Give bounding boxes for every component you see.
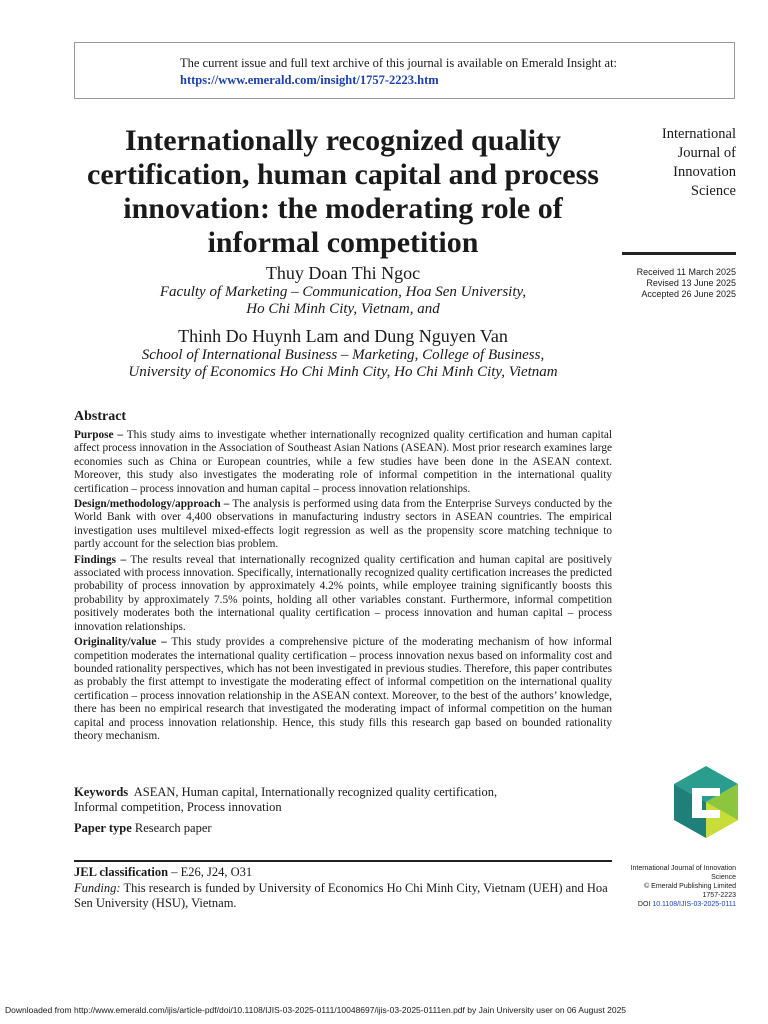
abstract-heading: Abstract bbox=[74, 409, 127, 424]
doi-link[interactable]: 10.1108/IJIS-03-2025-0111 bbox=[652, 901, 736, 908]
keywords-line-2: Informal competition, Process innovation bbox=[74, 800, 282, 814]
publisher-copyright: © Emerald Publishing Limited bbox=[644, 883, 736, 890]
purpose-label: Purpose – bbox=[74, 429, 124, 441]
archive-notice bbox=[180, 55, 617, 89]
author-1-affiliation-line-2: Ho Chi Minh City, Vietnam, and bbox=[246, 301, 440, 317]
publication-info bbox=[600, 864, 736, 909]
publication-journal-line-2: Science bbox=[711, 874, 736, 881]
findings-text: The results reveal that internationally recognized quality certification and human capital are positively associated with process innovation. Specifically, internationally recognized quality certification increases the predicted probability of process innovation by approximately 4.2% points, while employee training significantly boosts this probability by approximately 7.5% points, holding all other variables constant. Furthermore, informal competition positively moderates both the international quality certification – process innovation and human capital – process innovation relationships. bbox=[74, 553, 613, 633]
design-text: The analysis is performed using data from the Enterprise Surveys conducted by the World Bank with over 4,400 observations in manufacturing industry sectors in ASEAN countries. The empirical investigation uses multilevel mixed-effects logit regression as well as the propensity score matching technique to partly account for the selection bias problem. bbox=[74, 498, 612, 551]
journal-archive-link[interactable]: https://www.emerald.com/insight/1757-2223.htm bbox=[180, 73, 439, 87]
download-footer: Downloaded from http://www.emerald.com/ijis/article-pdf/doi/10.1108/IJIS-03-2025-0111/10048697/ijis-03-2025-0111en.pdf by Jain University user on 06 August 2025 bbox=[5, 1005, 627, 1015]
abstract-originality bbox=[74, 636, 612, 743]
purpose-text: This study aims to investigate whether internationally recognized quality certification and human capital affect process innovation in the Association of Southeast Asian Nations (ASEAN). Most prior research examines large economies such as China or European countries, while a few studies have been done in the ASEAN context. Moreover, this study also investigates the moderating role of informal competition in the international quality certification – process innovation and human capital – process innovation relationships. bbox=[74, 429, 612, 495]
publication-journal-line-1: International Journal of Innovation bbox=[630, 865, 736, 872]
abstract-findings bbox=[74, 554, 612, 634]
paper-type-value: Research paper bbox=[134, 821, 212, 835]
author-2-affiliation-line-1: School of International Business – Marketing, College of Business, bbox=[141, 347, 545, 363]
keywords-line-1: ASEAN, Human capital, Internationally recognized quality certification, bbox=[133, 785, 498, 799]
journal-name-line-1: International bbox=[661, 126, 736, 142]
journal-name-line-2: Journal of bbox=[677, 145, 736, 161]
received-date: Received 11 March 2025 bbox=[636, 267, 736, 277]
journal-divider bbox=[622, 252, 736, 255]
journal-name-line-4: Science bbox=[690, 183, 736, 199]
keywords-label: Keywords bbox=[74, 785, 129, 799]
journal-name bbox=[600, 125, 736, 201]
article-history bbox=[600, 267, 736, 300]
jel-classification bbox=[74, 865, 612, 880]
journal-issn: 1757-2223 bbox=[702, 892, 736, 899]
abstract-section bbox=[74, 409, 612, 745]
jel-value: – E26, J24, O31 bbox=[171, 865, 253, 879]
paper-type bbox=[74, 821, 612, 836]
author-1-affiliation-line-1: Faculty of Marketing – Communication, Hoa Sen University, bbox=[159, 284, 527, 300]
and-word: and bbox=[343, 329, 370, 346]
paper-type-label: Paper type bbox=[74, 821, 132, 835]
footer-divider bbox=[74, 860, 612, 862]
author-2-affiliation-line-2: University of Economics Ho Chi Minh City, Ho Chi Minh City, Vietnam bbox=[128, 364, 558, 380]
author-1: Thuy Doan Thi Ngoc bbox=[265, 263, 421, 283]
funding-label: Funding: bbox=[74, 881, 121, 895]
emerald-publishing-logo-icon bbox=[674, 766, 738, 838]
originality-label: Originality/value – bbox=[74, 636, 167, 649]
funding-text: This research is funded by University of Economics Ho Chi Minh City, Vietnam (UEH) and Hoa Sen University (HSU), Vietnam. bbox=[74, 881, 608, 910]
funding-note bbox=[74, 881, 612, 911]
author-2: Thinh Do Huynh Lam bbox=[178, 326, 339, 346]
originality-text: This study provides a comprehensive picture of the moderating mechanism of how informal competition moderates the international quality certification – process innovation nexus based on informality cost and bounded rationality perspectives, which has not been investigated in previous studies. Therefore, this paper contributes as probably the first attempt to investigate the moderating effect of informal competition on the international quality certification – process innovation relationship in the ASEAN context. Moreover, to the best of the authors’ knowledge, there has been no empirical research that investigated the moderating impact of informal competition on the human capital and process innovation relationship. Hence, this study fills this research gap based on bounded rationality theory mechanism. bbox=[74, 636, 612, 742]
journal-name-line-3: Innovation bbox=[673, 164, 736, 180]
abstract-design bbox=[74, 498, 612, 552]
archive-notice-text: The current issue and full text archive of this journal is available on Emerald Insight at: bbox=[180, 56, 618, 70]
abstract-purpose bbox=[74, 429, 612, 496]
revised-date: Revised 13 June 2025 bbox=[646, 278, 736, 288]
findings-label: Findings – bbox=[74, 553, 127, 566]
doi-label: DOI bbox=[637, 901, 651, 908]
design-label: Design/methodology/approach – bbox=[74, 498, 230, 511]
doi-line bbox=[600, 900, 736, 909]
jel-label: JEL classification bbox=[74, 865, 169, 879]
keywords bbox=[74, 785, 612, 815]
author-3: Dung Nguyen Van bbox=[374, 326, 508, 346]
article-title: Internationally recognized quality certification, human capital and process innovation: the moderating role of informal competition bbox=[87, 124, 599, 259]
accepted-date: Accepted 26 June 2025 bbox=[641, 289, 736, 299]
